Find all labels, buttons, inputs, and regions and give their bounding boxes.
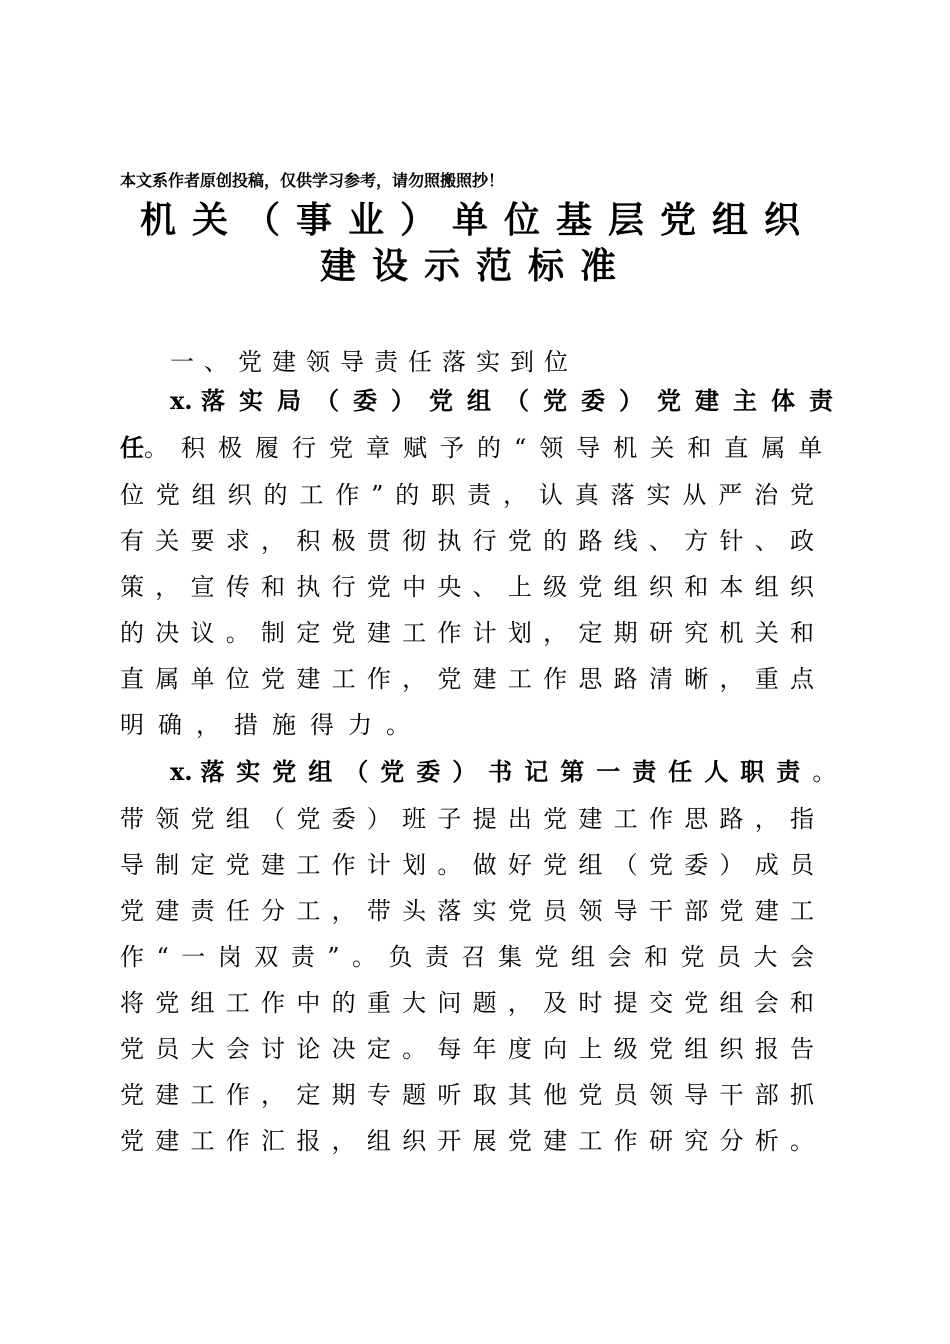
item1-line: 明确，措施得力。 [120, 711, 424, 739]
item1-number: x. [170, 386, 193, 415]
section-heading: 一、党建领导责任落实到位 [170, 348, 578, 376]
item1-bold-title: 落实局（委）党组（党委）党建主体责 [201, 386, 848, 415]
document-title-line2: 建设示范标准 [319, 245, 632, 287]
item1-line: 位党组织的工作”的职责，认真落实从严治党 [120, 481, 814, 509]
item1-line: 的决议。制定党建工作计划，定期研究机关和 [120, 619, 814, 647]
item2-title-tail: 。 [812, 758, 837, 786]
item1-title-line [170, 386, 848, 416]
copyright-notice: 本文系作者原创投稿，仅供学习参考，请勿照搬照抄！ [120, 171, 505, 190]
item1-line2 [120, 433, 836, 463]
item2-line: 作“一岗双责”。负责召集党组会和党员大会 [120, 943, 814, 971]
item2-line: 党建工作，定期专题听取其他党员领导干部抓 [120, 1081, 814, 1109]
item2-bold-title: 落实党组（党委）书记第一责任人职责 [200, 757, 813, 786]
item1-line2-text: 。积极履行党章赋予的“领导机关和直属单 [144, 434, 836, 462]
item1-line: 策，宣传和执行党中央、上级党组织和本组织 [120, 573, 814, 601]
item2-line: 党建工作汇报，组织开展党建工作研究分析。 [120, 1127, 814, 1155]
item2-line: 党建责任分工，带头落实党员领导干部党建工 [120, 897, 814, 925]
item1-line: 直属单位党建工作，党建工作思路清晰，重点 [120, 665, 814, 693]
item1-line: 有关要求，积极贯彻执行党的路线、方针、政 [120, 527, 814, 555]
item2-title-line [170, 757, 836, 787]
item2-line: 党员大会讨论决定。每年度向上级党组织报告 [120, 1035, 814, 1063]
document-title-line1: 机关（事业）单位基层党组织 [139, 199, 816, 241]
item2-number: x. [170, 757, 193, 786]
item2-line: 导制定党建工作计划。做好党组（党委）成员 [120, 851, 814, 879]
item1-bold-title-end: 任 [120, 433, 144, 462]
item2-line: 将党组工作中的重大问题，及时提交党组会和 [120, 989, 814, 1017]
item2-line: 带领党组（党委）班子提出党建工作思路，指 [120, 805, 814, 833]
